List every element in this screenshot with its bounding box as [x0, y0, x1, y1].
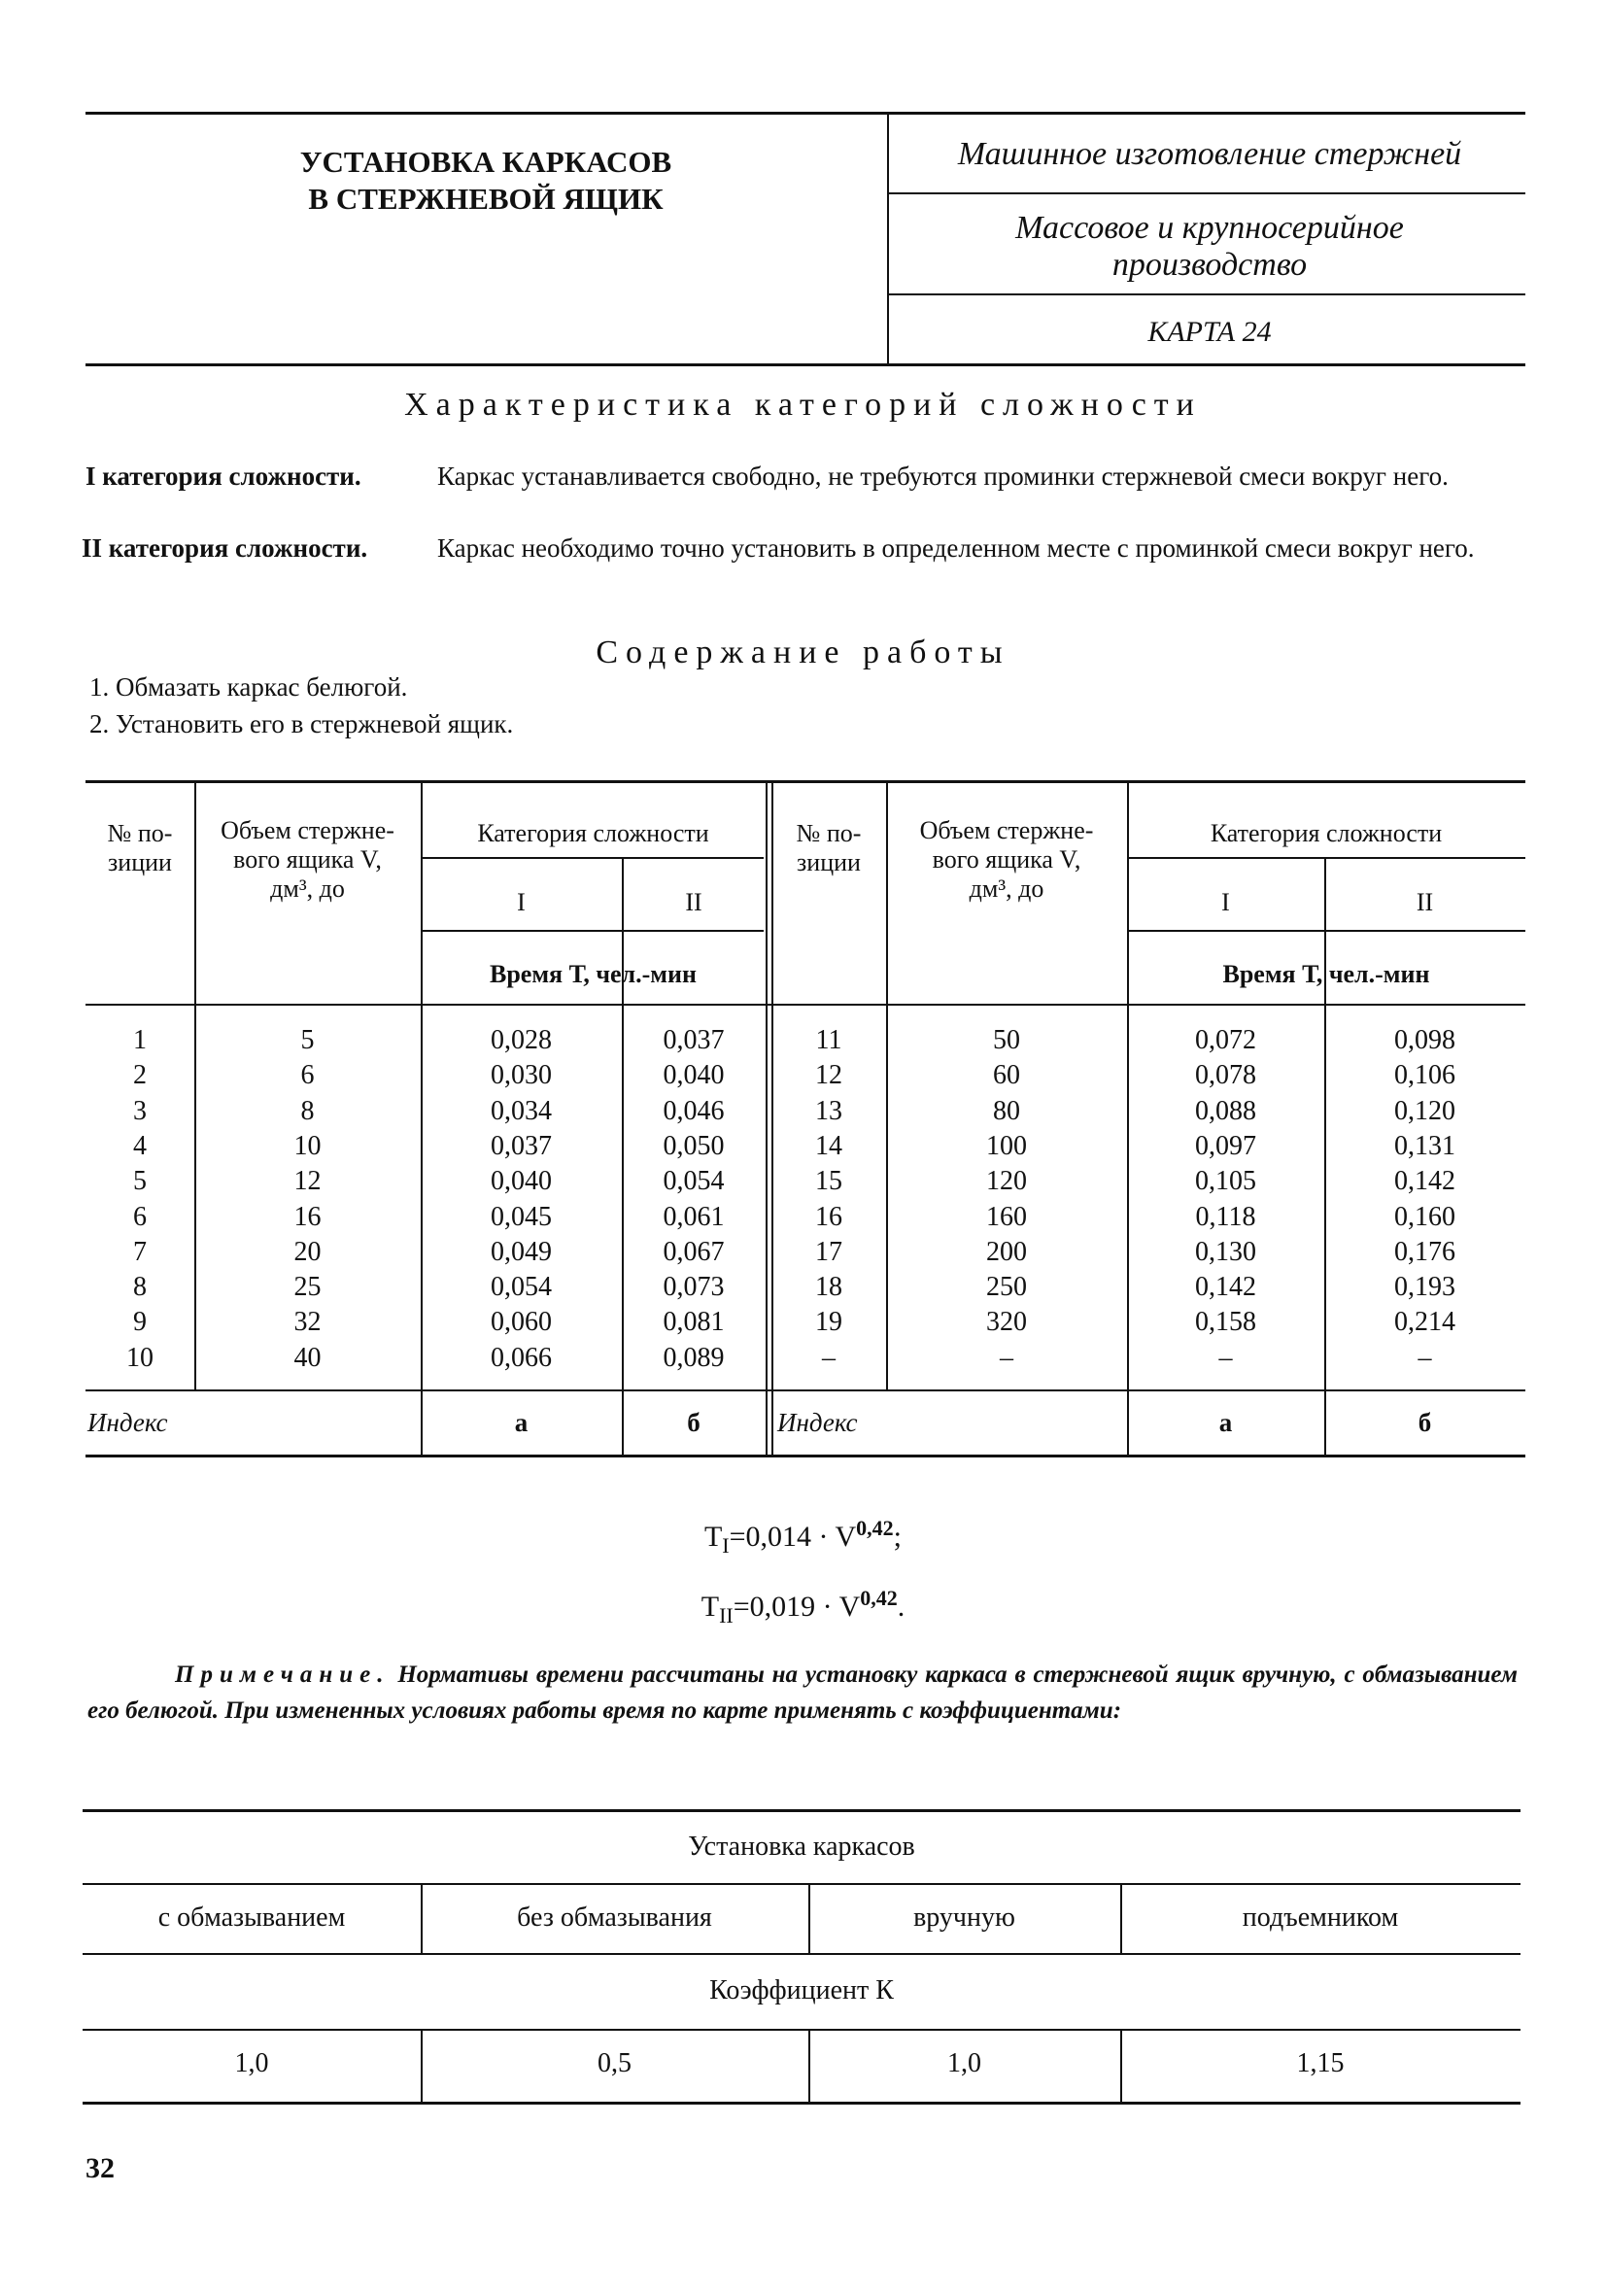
note	[87, 1657, 1518, 1729]
main-table-bottom-rule	[85, 1455, 1525, 1457]
cell-time-I: 0,088	[1195, 1096, 1256, 1126]
cell-volume: 16	[293, 1202, 322, 1232]
formula-2-lhs: T	[700, 1591, 720, 1623]
cell-position: –	[822, 1343, 836, 1373]
main-table-vrule-mid-a	[766, 780, 768, 1455]
cell-position: 12	[815, 1060, 842, 1090]
cell-volume: 250	[986, 1272, 1027, 1302]
cell-position: 2	[133, 1060, 147, 1090]
index-b-right: б	[1418, 1408, 1432, 1437]
category-2	[0, 531, 1606, 600]
production-type	[894, 210, 1525, 284]
coef-title: Установка каркасов	[688, 1832, 915, 1862]
note-lead: Примечание.	[175, 1662, 391, 1688]
cell-volume: 200	[986, 1237, 1027, 1267]
cell-position: 16	[815, 1202, 842, 1232]
formula-2-rhs: =0,019 · V	[733, 1591, 861, 1623]
coef-header-with-coating: с обмазыванием	[157, 1902, 346, 1933]
col-header-position-left: № по- зиции	[107, 819, 173, 876]
cell-volume: 12	[293, 1166, 322, 1196]
cell-time-II: 0,067	[663, 1237, 725, 1267]
cell-time-I: 0,142	[1195, 1272, 1256, 1302]
cell-volume: 5	[300, 1025, 315, 1055]
cell-time-I: 0,028	[491, 1025, 552, 1055]
title-line-1: УСТАНОВКА КАРКАСОВ	[299, 145, 672, 179]
col-volume-line-1: Объем стержне-	[221, 816, 394, 844]
cell-time-I: 0,078	[1195, 1060, 1256, 1090]
cell-time-II: 0,061	[663, 1202, 725, 1232]
cell-position: 4	[133, 1131, 147, 1161]
category-2-text: Каркас необходимо точно установить в определенном месте с проминкой смеси вокруг него.	[437, 533, 1475, 563]
cell-volume: 160	[986, 1202, 1027, 1232]
main-table-rule-cat-left	[421, 857, 764, 859]
col-header-category-right: Категория сложности	[1210, 819, 1443, 847]
cell-time-I: –	[1218, 1343, 1233, 1373]
coef-rule-2	[83, 1883, 1521, 1885]
category-1	[0, 459, 1606, 529]
formula-1-rhs: =0,014 · V	[729, 1521, 857, 1553]
coef-header-manual: вручную	[913, 1902, 1015, 1933]
coef-value-hoist: 1,15	[1296, 2048, 1345, 2078]
cell-time-I: 0,030	[491, 1060, 552, 1090]
col-header-volume-left	[194, 816, 421, 904]
cell-volume: –	[1000, 1343, 1013, 1373]
cell-time-II: 0,040	[663, 1060, 725, 1090]
formula-2	[0, 1586, 1606, 1628]
cell-position: 14	[815, 1131, 842, 1161]
main-table-header-bottom-rule	[85, 1004, 1525, 1006]
col-header-cat-I-left: I	[517, 888, 526, 916]
coef-rule-3	[83, 1953, 1521, 1955]
time-label-right: Время Т, чел.-мин	[1222, 960, 1430, 988]
cell-time-I: 0,072	[1195, 1025, 1256, 1055]
cell-volume: 50	[993, 1025, 1020, 1055]
cell-time-II: 0,106	[1394, 1060, 1455, 1090]
cell-time-II: 0,098	[1394, 1025, 1455, 1055]
page-number: 32	[85, 2152, 115, 2184]
cell-time-I: 0,060	[491, 1307, 552, 1337]
main-table-body-bottom-rule	[85, 1389, 1525, 1391]
cell-position: 13	[815, 1096, 842, 1126]
formula-2-end: .	[897, 1591, 906, 1623]
title-line-2: В СТЕРЖНЕВОЙ ЯЩИК	[308, 182, 664, 216]
col-header-category-left: Категория сложности	[477, 819, 709, 847]
cell-time-II: 0,089	[663, 1343, 725, 1373]
cell-volume: 320	[986, 1307, 1027, 1337]
cell-time-II: 0,131	[1394, 1131, 1455, 1161]
header-bottom-rule	[85, 363, 1525, 366]
col-volume-line-2: вого ящика V,	[233, 845, 382, 874]
formula-1-sub: I	[722, 1533, 730, 1558]
formula-1-exp: 0,42	[856, 1516, 894, 1540]
col-header-position-right: № по- зиции	[796, 819, 862, 876]
category-2-label: II категория сложности.	[82, 533, 368, 563]
card-number: КАРТА 24	[1147, 316, 1272, 348]
col-header-cat-II-right: II	[1416, 888, 1434, 916]
coef-value-manual: 1,0	[947, 2048, 981, 2078]
cell-position: 5	[133, 1166, 147, 1196]
header-rule-2	[887, 293, 1525, 295]
col-volume-line-3: дм³, до	[969, 874, 1044, 903]
formula-1-lhs: T	[703, 1521, 723, 1553]
cell-volume: 100	[986, 1131, 1027, 1161]
cell-position: 7	[133, 1237, 147, 1267]
cell-position: 19	[815, 1307, 842, 1337]
cell-volume: 8	[300, 1096, 315, 1126]
cell-time-I: 0,118	[1195, 1202, 1256, 1232]
cell-time-I: 0,049	[491, 1237, 552, 1267]
work-step-1: 1. Обмазать каркас белюгой.	[89, 672, 408, 702]
cell-time-I: 0,040	[491, 1166, 552, 1196]
work-step-2: 2. Установить его в стержневой ящик.	[89, 709, 514, 738]
cell-volume: 80	[993, 1096, 1020, 1126]
coef-header-hoist: подъемником	[1242, 1902, 1399, 1933]
coef-value-with-coating: 1,0	[234, 2048, 269, 2078]
cell-time-II: 0,176	[1394, 1237, 1455, 1267]
index-label-right: Индекс	[777, 1408, 858, 1437]
cell-time-II: 0,073	[663, 1272, 725, 1302]
coef-rule-bottom	[83, 2102, 1521, 2105]
cell-time-I: 0,105	[1195, 1166, 1256, 1196]
cell-time-II: 0,214	[1394, 1307, 1455, 1337]
cell-time-II: 0,046	[663, 1096, 725, 1126]
categories-heading: Характеристика категорий сложности	[404, 387, 1202, 423]
cell-time-II: 0,037	[663, 1025, 725, 1055]
cell-time-II: 0,050	[663, 1131, 725, 1161]
cell-volume: 25	[293, 1272, 322, 1302]
cell-volume: 120	[986, 1166, 1027, 1196]
document-title	[87, 144, 884, 218]
cell-position: 17	[815, 1237, 842, 1267]
col-header-cat-I-right: I	[1221, 888, 1230, 916]
coef-rule-4	[83, 2029, 1521, 2031]
coef-value-without-coating: 0,5	[598, 2048, 632, 2078]
index-a-right: а	[1218, 1408, 1233, 1437]
cell-position: 6	[133, 1202, 147, 1232]
cell-time-I: 0,054	[491, 1272, 552, 1302]
formula-1-end: ;	[893, 1521, 903, 1553]
cell-position: 9	[133, 1307, 147, 1337]
production-line-1: Массовое и крупносерийное	[1015, 210, 1404, 246]
main-table-rule-cat-right	[1127, 857, 1525, 859]
cell-time-II: 0,054	[663, 1166, 725, 1196]
cell-position: 3	[133, 1096, 147, 1126]
index-label-left: Индекс	[87, 1408, 168, 1437]
cell-time-I: 0,130	[1195, 1237, 1256, 1267]
cell-time-II: 0,193	[1394, 1272, 1455, 1302]
cell-volume: 6	[300, 1060, 315, 1090]
cell-time-I: 0,066	[491, 1343, 552, 1373]
col-header-volume-right	[886, 816, 1127, 904]
cell-position: 1	[133, 1025, 147, 1055]
header-top-rule	[85, 112, 1525, 115]
cell-time-I: 0,045	[491, 1202, 552, 1232]
note-text: Нормативы времени рассчитаны на установку каркаса в стержневой ящик вручную, с обмазыванием его белюгой. При измененных условиях работы время по карте применять с коэффициентами:	[87, 1662, 1518, 1724]
index-a-left: а	[514, 1408, 529, 1437]
cell-position: 11	[815, 1025, 842, 1055]
formula-2-exp: 0,42	[860, 1586, 898, 1610]
cell-position: 10	[126, 1343, 154, 1373]
cell-position: 8	[133, 1272, 147, 1302]
cell-time-II: 0,081	[663, 1307, 725, 1337]
cell-volume: 20	[293, 1237, 322, 1267]
coef-header-without-coating: без обмазывания	[517, 1902, 712, 1933]
index-b-left: б	[687, 1408, 700, 1437]
time-label-left: Время Т, чел.-мин	[490, 960, 697, 988]
main-table-rule-sub-right	[1127, 930, 1525, 932]
section-name: Машинное изготовление стержней	[957, 136, 1462, 172]
header-divider	[887, 112, 889, 364]
cell-time-I: 0,037	[491, 1131, 552, 1161]
cell-time-I: 0,097	[1195, 1131, 1256, 1161]
main-table-rule-sub-left	[421, 930, 764, 932]
production-line-2: производство	[1111, 247, 1308, 283]
cell-volume: 32	[293, 1307, 322, 1337]
formula-1	[0, 1516, 1606, 1559]
cell-volume: 60	[993, 1060, 1020, 1090]
coef-rule-top	[83, 1809, 1521, 1812]
cell-time-I: 0,034	[491, 1096, 552, 1126]
cell-time-II: 0,160	[1394, 1202, 1455, 1232]
col-volume-line-2: вого ящика V,	[932, 845, 1081, 874]
col-volume-line-3: дм³, до	[270, 874, 345, 903]
cell-time-I: 0,158	[1195, 1307, 1256, 1337]
category-1-label: I категория сложности.	[85, 462, 361, 491]
formula-2-sub: II	[719, 1603, 734, 1628]
coef-label: Коэффициент К	[709, 1975, 894, 2005]
header-rule-1	[887, 192, 1525, 194]
cell-volume: 40	[293, 1343, 322, 1373]
cell-volume: 10	[293, 1131, 322, 1161]
work-heading: Содержание работы	[596, 634, 1010, 670]
col-volume-line-1: Объем стержне-	[919, 816, 1094, 844]
cell-time-II: 0,120	[1394, 1096, 1455, 1126]
col-header-cat-II-left: II	[685, 888, 702, 916]
cell-position: 18	[815, 1272, 842, 1302]
main-table-top-rule	[85, 780, 1525, 783]
cell-time-II: –	[1418, 1343, 1432, 1373]
category-1-text: Каркас устанавливается свободно, не требуются проминки стержневой смеси вокруг него.	[437, 462, 1449, 491]
cell-time-II: 0,142	[1394, 1166, 1455, 1196]
cell-position: 15	[815, 1166, 842, 1196]
